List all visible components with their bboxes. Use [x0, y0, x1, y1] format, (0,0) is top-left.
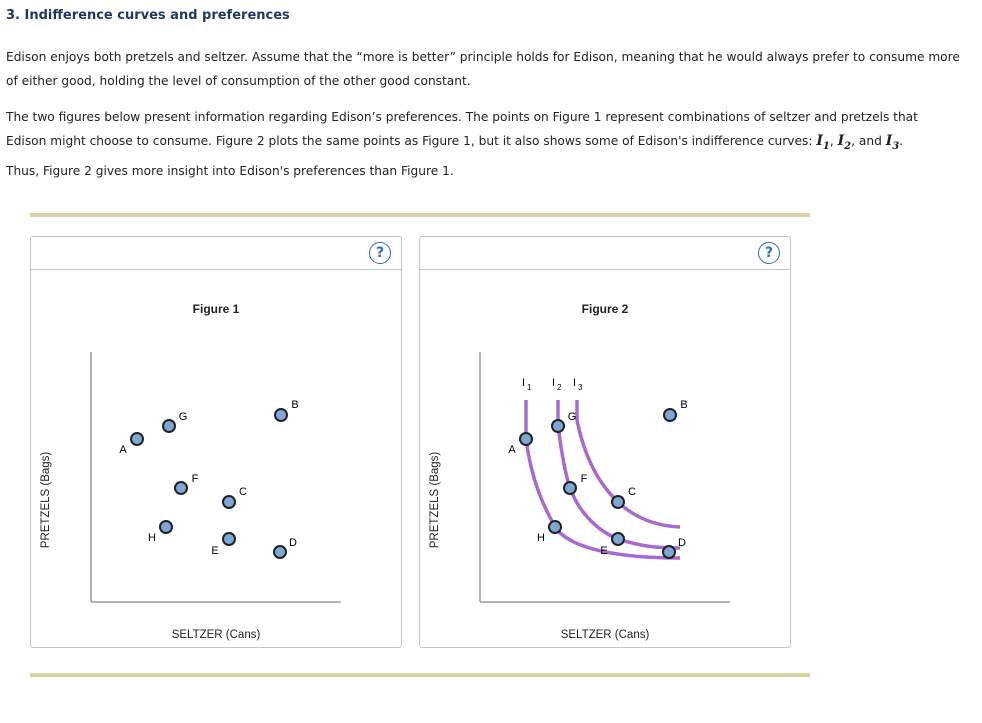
figure2-title: Figure 2	[581, 302, 629, 316]
svg-text:F: F	[191, 473, 199, 485]
figure1-graph	[31, 270, 401, 647]
intro-paragraph-2: The two figures below present information regarding Edison’s preferences. The points on Figure 1 represent combinations of seltzer and pretzels that Edison might choose to consume. Figure 2 plots the same points as Figure 1, but it also shows some of Edison's indifference curves: $I_1$, $I_2$, and $I_3$. Thus, Figure 2 gives more insight into Edison's preferences than Figure 1.	[6, 110, 918, 178]
svg-text:H: H	[148, 532, 156, 544]
svg-text:F: F	[580, 473, 588, 485]
figure2-y-label: PRETZELS (Bags)	[429, 451, 441, 549]
figure1-point-f[interactable]	[175, 473, 199, 494]
figure2-point-h[interactable]	[537, 521, 561, 544]
curve-label-i1	[522, 377, 532, 392]
figure1-point-a[interactable]	[119, 433, 143, 456]
figure1-help-button[interactable]: ?	[369, 242, 391, 264]
figure2-point-g[interactable]	[552, 411, 576, 432]
svg-text:D: D	[289, 537, 297, 549]
svg-text:2: 2	[557, 383, 562, 392]
svg-text:3: 3	[578, 383, 583, 392]
figure1-title: Figure 1	[192, 302, 240, 316]
indifference-curve-i1	[526, 400, 680, 558]
curve-i1-inline: $I_1$	[816, 133, 830, 152]
svg-text:B: B	[291, 399, 299, 411]
intro-paragraph-1: Edison enjoys both pretzels and seltzer. Assume that the “more is better” principle holds for Edison, meaning that he would always prefer to consume more of either good, holding the level of consumption of the other good constant.	[6, 50, 960, 88]
svg-text:G: G	[178, 411, 188, 423]
svg-text:1: 1	[527, 383, 532, 392]
figure1-y-label: PRETZELS (Bags)	[40, 451, 52, 549]
curve-i3-inline: $I_3$	[885, 133, 900, 152]
figure1-point-e[interactable]	[211, 533, 235, 557]
figure2-help-button[interactable]: ?	[758, 242, 780, 264]
svg-text:C: C	[628, 486, 636, 498]
divider-bottom	[30, 673, 810, 677]
svg-text:A: A	[508, 444, 516, 456]
svg-text:E: E	[600, 545, 608, 557]
intro-p2-line2: Edison might choose to consume. Figure 2 plots the same points as Figure 1, but it also shows some of Edison's indifference curves:	[6, 134, 817, 148]
svg-text:D: D	[678, 537, 686, 549]
svg-text:G: G	[567, 411, 577, 423]
figure1-panel-header	[31, 237, 401, 270]
figure1-point-d[interactable]	[274, 537, 297, 558]
svg-text:H: H	[537, 532, 545, 544]
svg-text:E: E	[211, 545, 219, 557]
svg-text:B: B	[680, 399, 688, 411]
curve-i2-inline: $I_2$	[837, 133, 852, 152]
svg-text:I: I	[522, 377, 526, 389]
svg-text:A: A	[119, 444, 127, 456]
page-title: 3. Indifference curves and preferences	[6, 8, 290, 23]
curve-label-i2	[552, 377, 562, 392]
figure1-point-g[interactable]	[163, 411, 187, 432]
figure2-panel-header	[420, 237, 790, 270]
svg-text:I: I	[552, 377, 556, 389]
figure2-point-b[interactable]	[664, 399, 688, 421]
figure1-point-h[interactable]	[148, 521, 172, 544]
svg-text:C: C	[239, 486, 247, 498]
curve-label-i3	[573, 377, 583, 392]
figure1-panel	[30, 236, 402, 648]
figure2-graph	[420, 270, 790, 647]
divider-top	[30, 213, 810, 217]
svg-text:I: I	[573, 377, 577, 389]
figure2-panel	[419, 236, 791, 648]
figure1-point-c[interactable]	[223, 486, 247, 508]
figure1-x-label: SELTZER (Cans)	[171, 629, 261, 641]
intro-p2-line3: Thus, Figure 2 gives more insight into Edison's preferences than Figure 1.	[6, 163, 454, 178]
figure1-point-b[interactable]	[275, 399, 299, 421]
figure2-x-label: SELTZER (Cans)	[560, 629, 650, 641]
intro-p2-line1: The two figures below present information regarding Edison’s preferences. The points on Figure 1 represent combinations of seltzer and pretzels that	[6, 110, 918, 124]
figure2-point-c[interactable]	[612, 486, 636, 508]
